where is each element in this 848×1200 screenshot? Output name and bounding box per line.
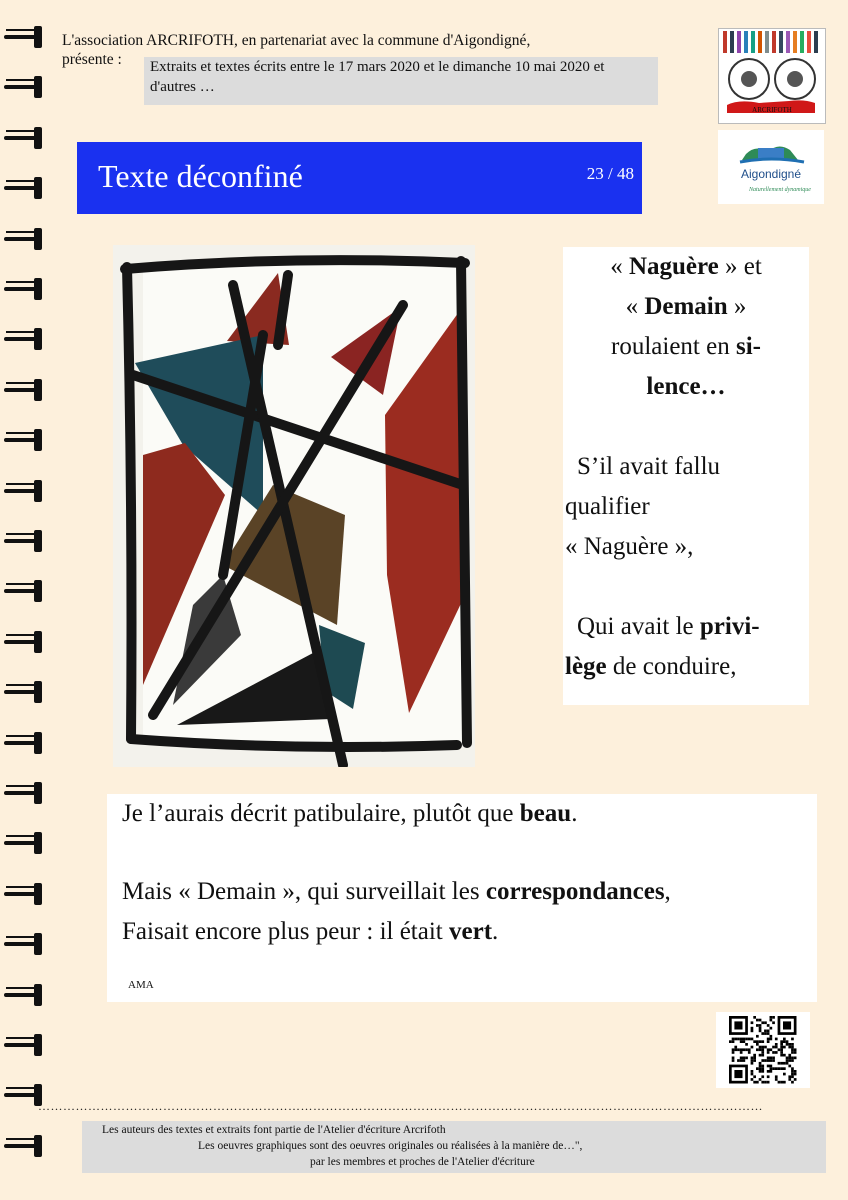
page-title: Texte déconfiné [98,158,303,194]
quote-line: Je l’aurais décrit patibulaire, plutôt que beau. [122,800,578,827]
quote-text-box [107,794,817,1002]
qr-code[interactable] [716,1012,810,1088]
poem-line: lence… [646,373,726,400]
spiral-ring [4,278,48,300]
abstract-painting-image [113,245,475,767]
spiral-ring [4,328,48,350]
poem-line: « Naguère », [565,533,694,560]
spiral-ring [4,832,48,854]
aigondigne-logo [718,130,824,204]
spiral-ring [4,127,48,149]
aigondigne-logo-text: Aigondigné [740,167,802,181]
poem-text-box [563,247,809,705]
footer-box [82,1121,826,1173]
quote-line: Mais « Demain », qui surveillait les correspondances, [122,878,671,905]
footer-line-3: par les membres et proches de l'Atelier d'écriture [310,1156,535,1168]
dotted-separator: ………………………………………………………………………………………………………………………………………………………… [38,1099,763,1113]
poem-line: Qui avait le privi- [577,613,760,640]
spiral-ring [4,429,48,451]
notebook-spiral-binding [0,0,52,1200]
spiral-ring [4,1135,48,1157]
arcrifoth-logo [718,28,826,124]
quote-line: Faisait encore plus peur : il était vert. [122,918,499,945]
intro-line-1: L'association ARCRIFOTH, en partenariat avec la commune d'Aigondigné, [62,32,531,49]
spiral-ring [4,480,48,502]
footer-line-1: Les auteurs des textes et extraits font partie de l'Atelier d'écriture Arcrifoth [102,1124,446,1136]
poem-line: qualifier [565,493,650,520]
spiral-ring [4,883,48,905]
spiral-ring [4,26,48,48]
spiral-ring [4,631,48,653]
spiral-ring [4,177,48,199]
spiral-ring [4,580,48,602]
poem-line: lège de conduire, [565,653,737,680]
spiral-ring [4,76,48,98]
poem-line: roulaient en si- [611,333,761,360]
subtitle-box: Extraits et textes écrits entre le 17 mars 2020 et le dimanche 10 mai 2020 et d'autres … [144,57,658,105]
page-number: 23 / 48 [586,164,634,183]
spiral-ring [4,782,48,804]
footer-line-2: Les oeuvres graphiques sont des oeuvres originales ou réalisées à la manière de…", [198,1140,583,1152]
arcrifoth-logo-text: ARCRIFOTH [752,106,792,114]
intro-line-2: présente : [62,51,122,68]
spiral-ring [4,1034,48,1056]
spiral-ring [4,732,48,754]
spiral-ring [4,933,48,955]
spiral-ring [4,984,48,1006]
spiral-ring [4,379,48,401]
title-banner [77,142,642,214]
poem-line: S’il avait fallu [577,453,721,480]
aigondigne-tagline: Naturellement dynamique [749,187,811,193]
spiral-ring [4,228,48,250]
spiral-ring [4,681,48,703]
poem-line: « Naguère » et [610,253,762,280]
poem-line: « Demain » [625,293,747,320]
author-signature: AMA [128,979,154,991]
spiral-ring [4,530,48,552]
